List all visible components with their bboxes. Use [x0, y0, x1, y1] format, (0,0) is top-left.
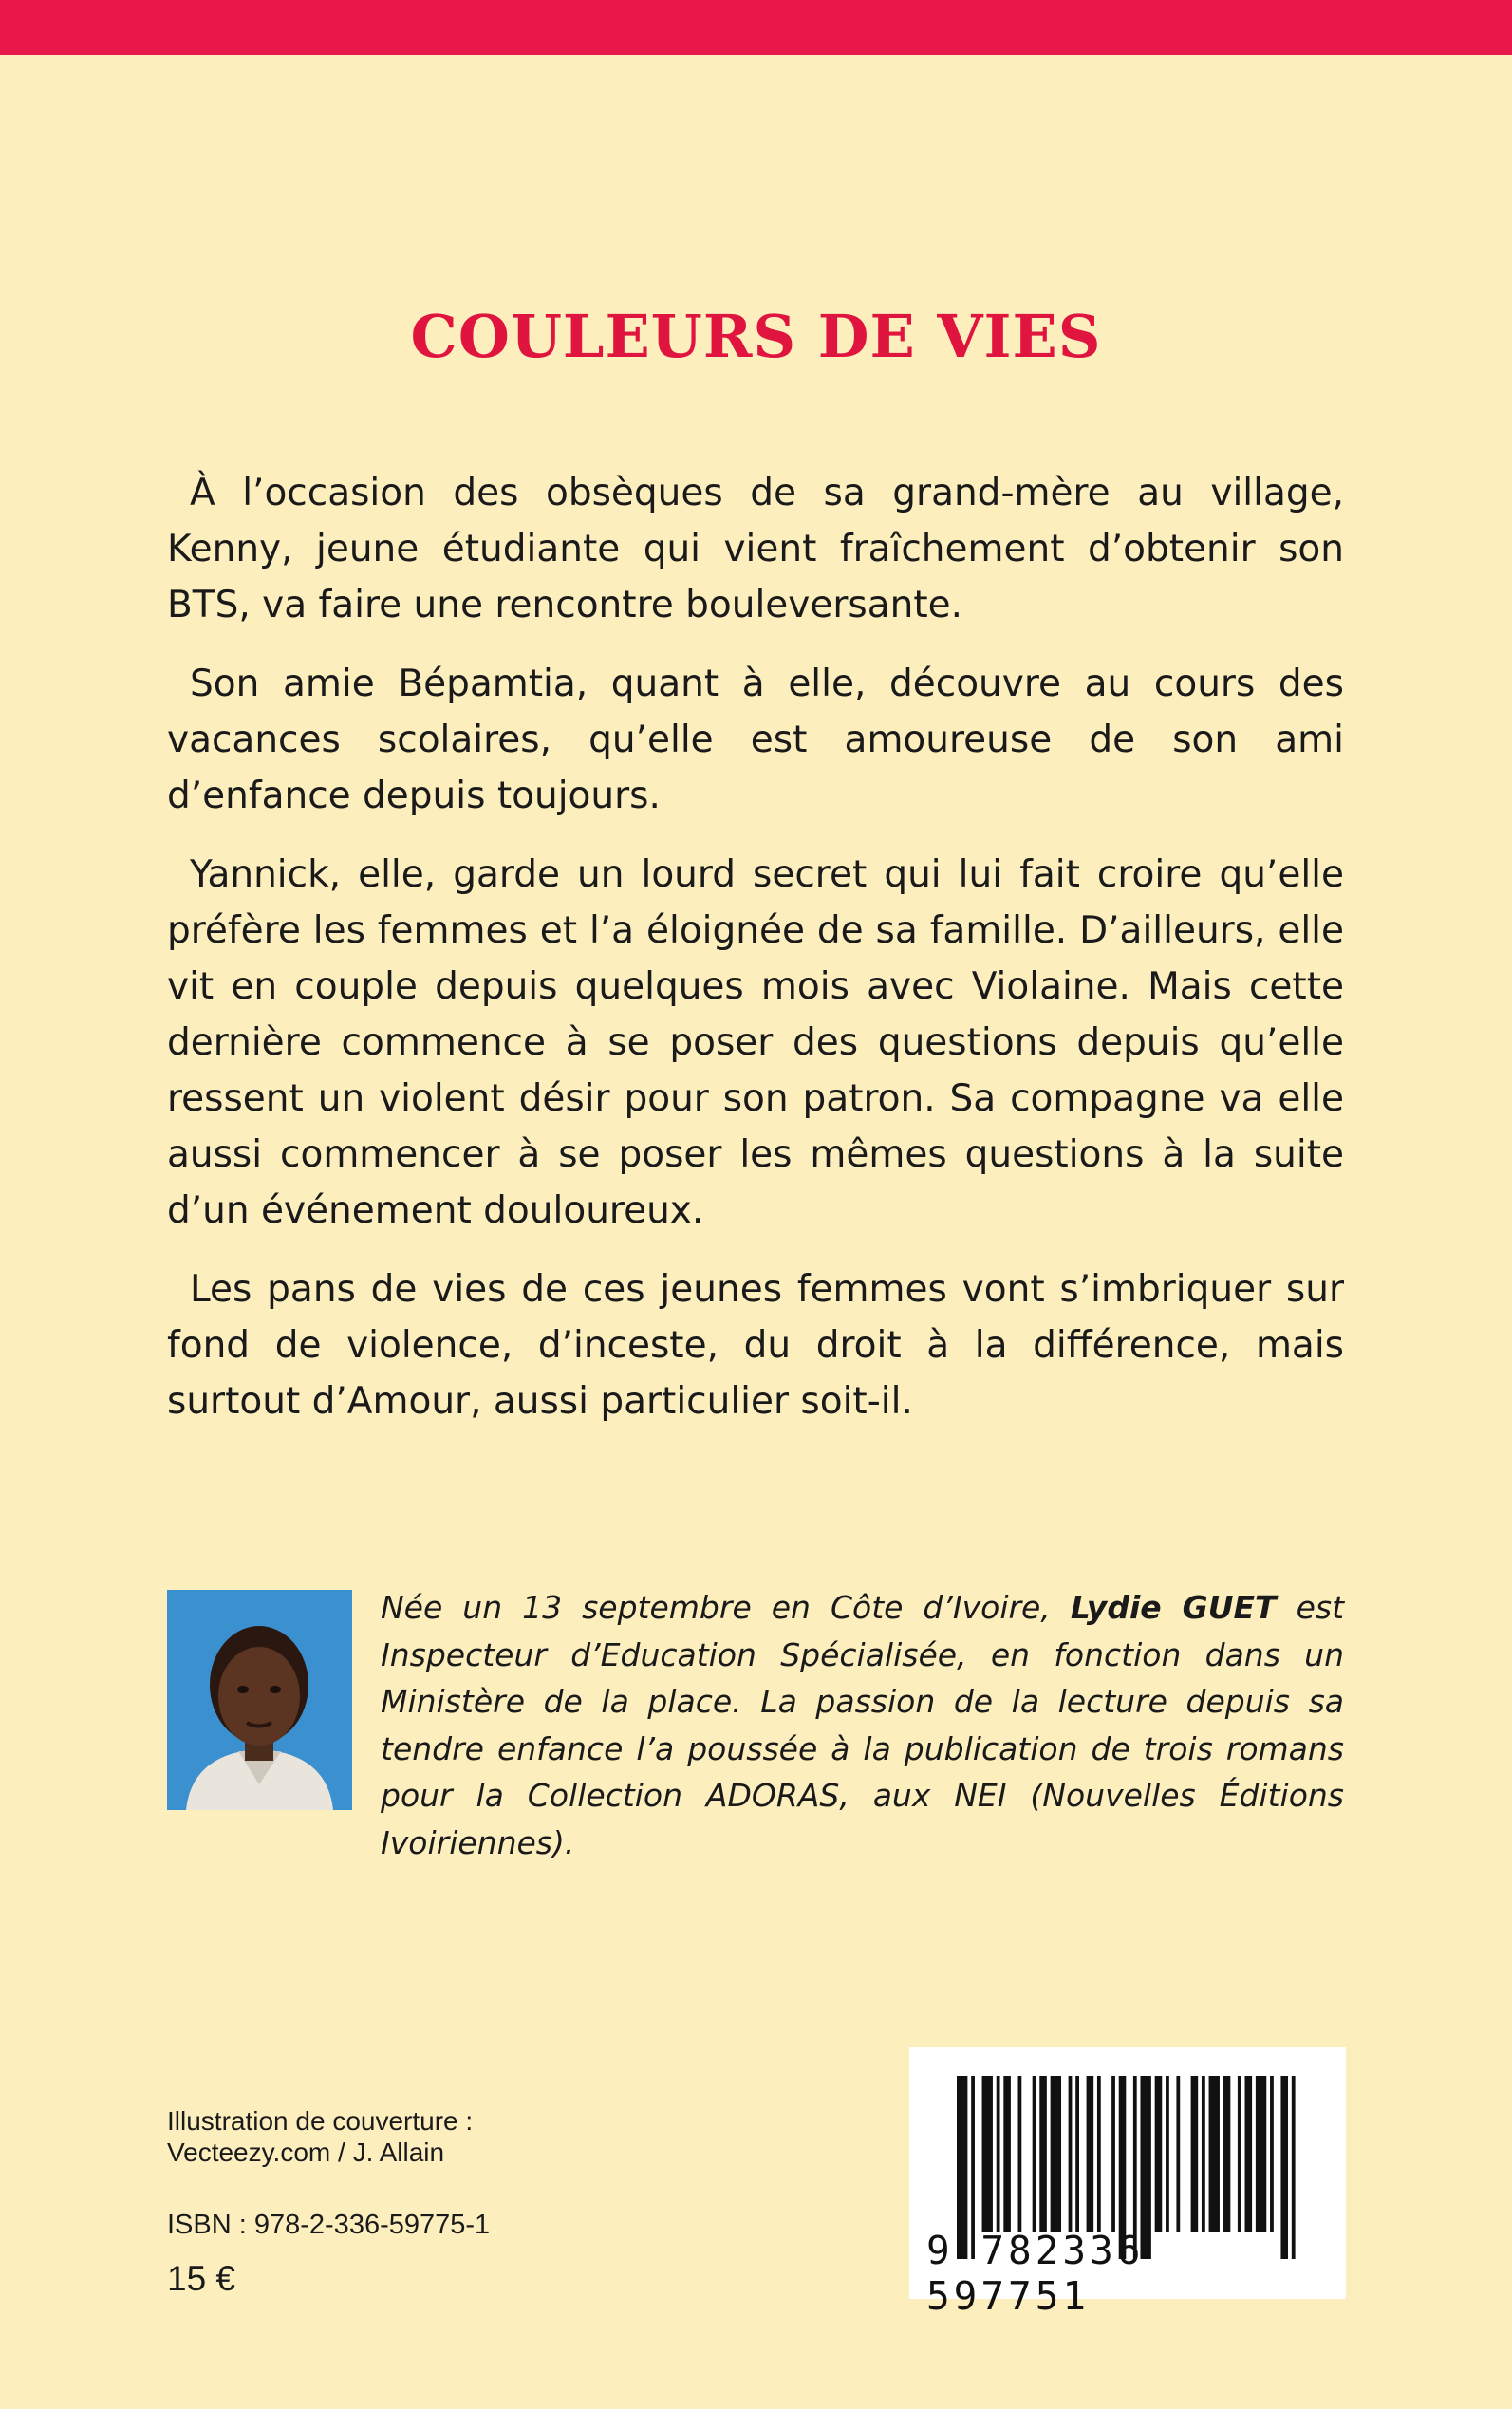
barcode-bar [997, 2076, 1000, 2232]
blurb-paragraph: Les pans de vies de ces jeunes femmes vont s’imbriquer sur fond de violence, d’inceste, du droit à la différence, mais surtout d’Amour, aussi particulier soit-il. [167, 1268, 1344, 1423]
credits-line: Vecteezy.com / J. Allain [167, 2138, 445, 2167]
author-bio-end: est Inspecteur d’Education Spécialisée, en fonction dans un Ministère de la place. La passion de la lecture depuis sa tendre enfance l’a poussée à la publication de trois romans pour la Collection ADORAS, aux NEI (Nouvelles Éditions Ivoiriennes). [381, 1589, 1345, 1861]
barcode-bar [1256, 2076, 1266, 2232]
barcode-bar [1111, 2076, 1115, 2232]
barcode [909, 2047, 1346, 2319]
author-portrait-icon [167, 1590, 352, 1810]
barcode-bar [1087, 2076, 1094, 2232]
barcode-bar [1202, 2076, 1205, 2232]
barcode-bar [1051, 2076, 1061, 2232]
barcode-bar [1069, 2076, 1073, 2232]
barcode-bar [1166, 2076, 1169, 2232]
author-section [167, 1589, 1345, 1861]
barcode-bar [1033, 2076, 1036, 2232]
barcode-digits: 9 782336 597751 [926, 2228, 1145, 2319]
barcode-bar [1238, 2076, 1241, 2232]
blurb-paragraph: À l’occasion des obsèques de sa grand-mère au village, Kenny, jeune étudiante qui vient fraîchement d’obtenir son BTS, va faire une rencontre bouleversante. [167, 472, 1344, 626]
barcode-bar [1209, 2076, 1220, 2232]
barcode-bar [1223, 2076, 1231, 2232]
isbn: ISBN : 978-2-336-59775-1 [167, 2210, 491, 2240]
author-bio-start: Née un 13 septembre en Côte d’Ivoire, [381, 1589, 1071, 1626]
barcode-bar [1155, 2076, 1163, 2232]
top-accent-band [0, 0, 1512, 55]
barcode-bar [1039, 2076, 1047, 2232]
barcode-bar [1191, 2076, 1199, 2232]
blurb-paragraph: Son amie Bépamtia, quant à elle, découvre au cours des vacances scolaires, qu’elle est amoureuse de son ami d’enfance depuis toujours. [167, 663, 1344, 817]
book-title: COULEURS DE VIES [410, 302, 1102, 371]
barcode-bar [982, 2076, 993, 2232]
cover-credits [167, 2105, 473, 2168]
barcode-bar [1270, 2076, 1274, 2232]
author-name: Lydie GUET [1070, 1589, 1277, 1626]
barcode-bar [1245, 2076, 1253, 2232]
author-photo [167, 1590, 352, 1810]
barcode-bar [1097, 2076, 1101, 2232]
credits-line: Illustration de couverture : [167, 2106, 474, 2136]
blurb [167, 465, 1344, 1452]
author-bio [381, 1584, 1344, 1866]
blurb-paragraph: Yannick, elle, garde un lourd secret qui lui fait croire qu’elle préfère les femmes et l’a éloignée de sa famille. D’ailleurs, elle vit en couple depuis quelques mois avec Violaine. Mais cette dernière commence à se poser des questions depuis qu’elle ressent un violent désir pour son patron. Sa compagne va elle aussi commencer à se poser les mêmes questions à la suite d’un événement douloureux. [167, 853, 1344, 1232]
barcode-bar [1176, 2076, 1180, 2232]
price: 15 € [167, 2259, 236, 2298]
barcode-bar [1017, 2076, 1021, 2232]
barcode-bar [1075, 2076, 1079, 2232]
barcode-bar [1003, 2076, 1011, 2232]
